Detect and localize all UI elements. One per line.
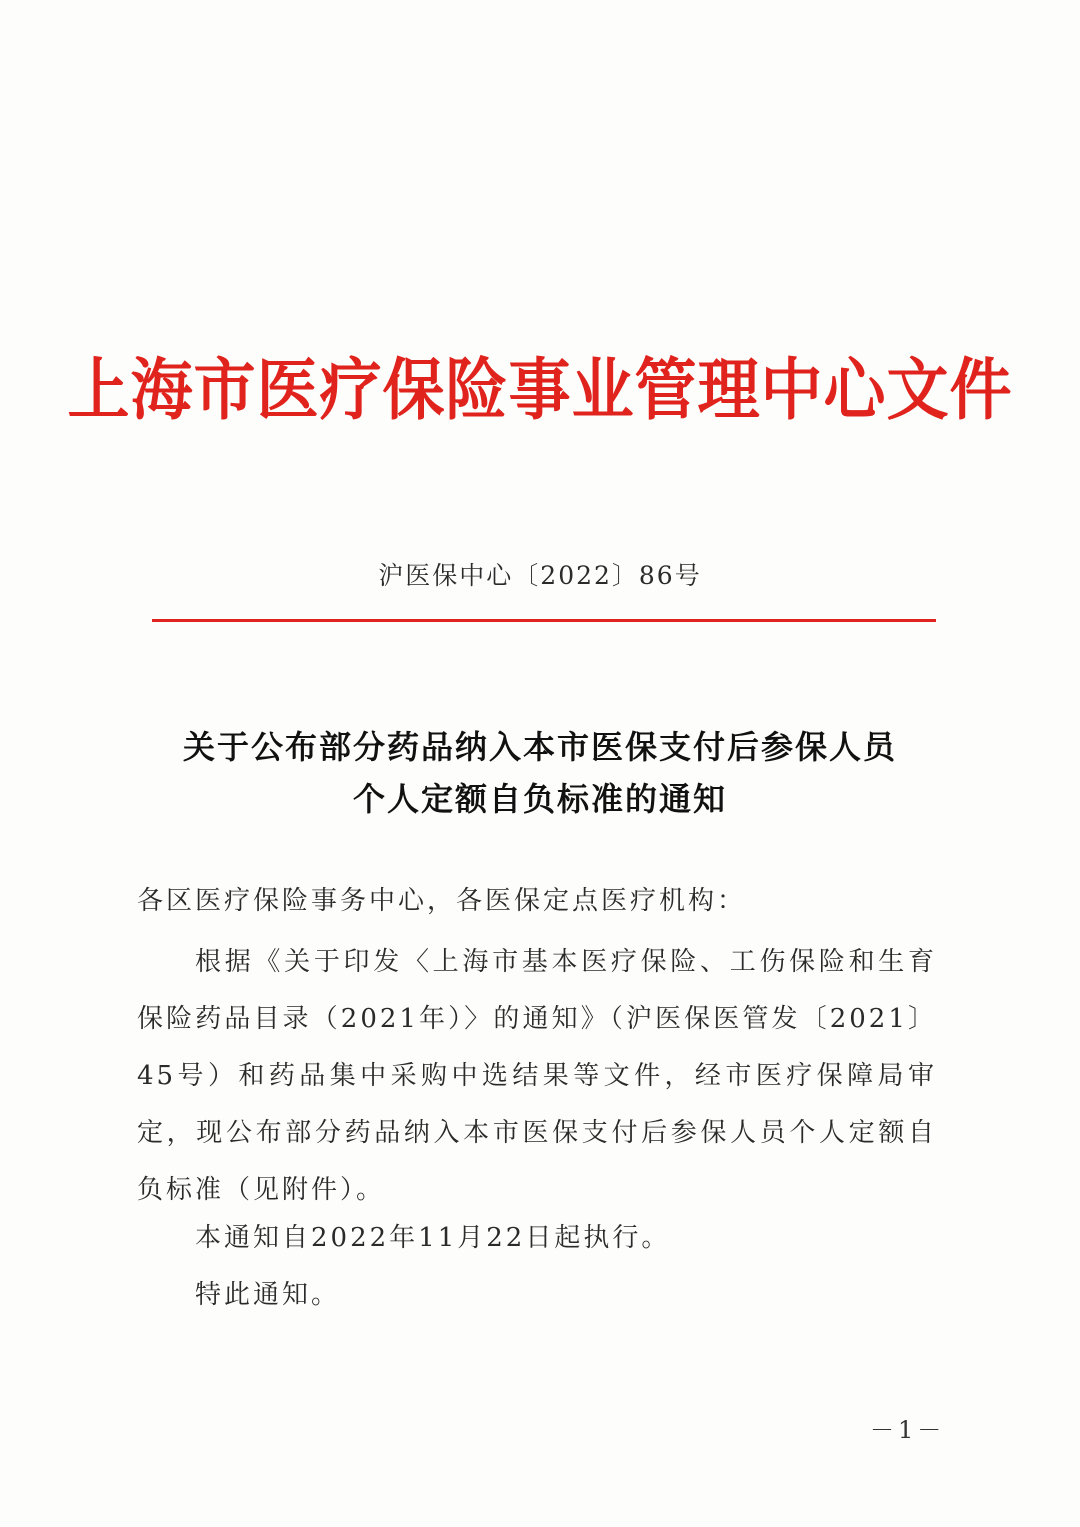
effective-date-statement: 本通知自2022年11月22日起执行。 <box>195 1223 671 1253</box>
document-number: 沪医保中心〔2022〕86号 <box>378 561 702 590</box>
body-paragraph: 根据《关于印发〈上海市基本医疗保险、工伤保险和生育保险药品目录（2021年）〉的通知》（沪医保医管发〔2021〕45号）和药品集中采购中选结果等文件，经市医疗保障局审定，现公布部分药品纳入本市医保支付后参保人员个人定额自负标准（见附件）。 <box>137 947 937 1205</box>
document-title-line-2: 个人定额自负标准的通知 <box>352 780 727 818</box>
page-number: －1－ <box>870 1416 946 1444</box>
salutation: 各区医疗保险事务中心，各医保定点医疗机构： <box>137 886 747 916</box>
red-separator-line <box>152 619 936 622</box>
document-title-line-1: 关于公布部分药品纳入本市医保支付后参保人员 <box>182 728 897 766</box>
closing-phrase: 特此通知。 <box>195 1280 341 1310</box>
issuing-authority-masthead: 上海市医疗保险事业管理中心文件 <box>67 350 1013 430</box>
